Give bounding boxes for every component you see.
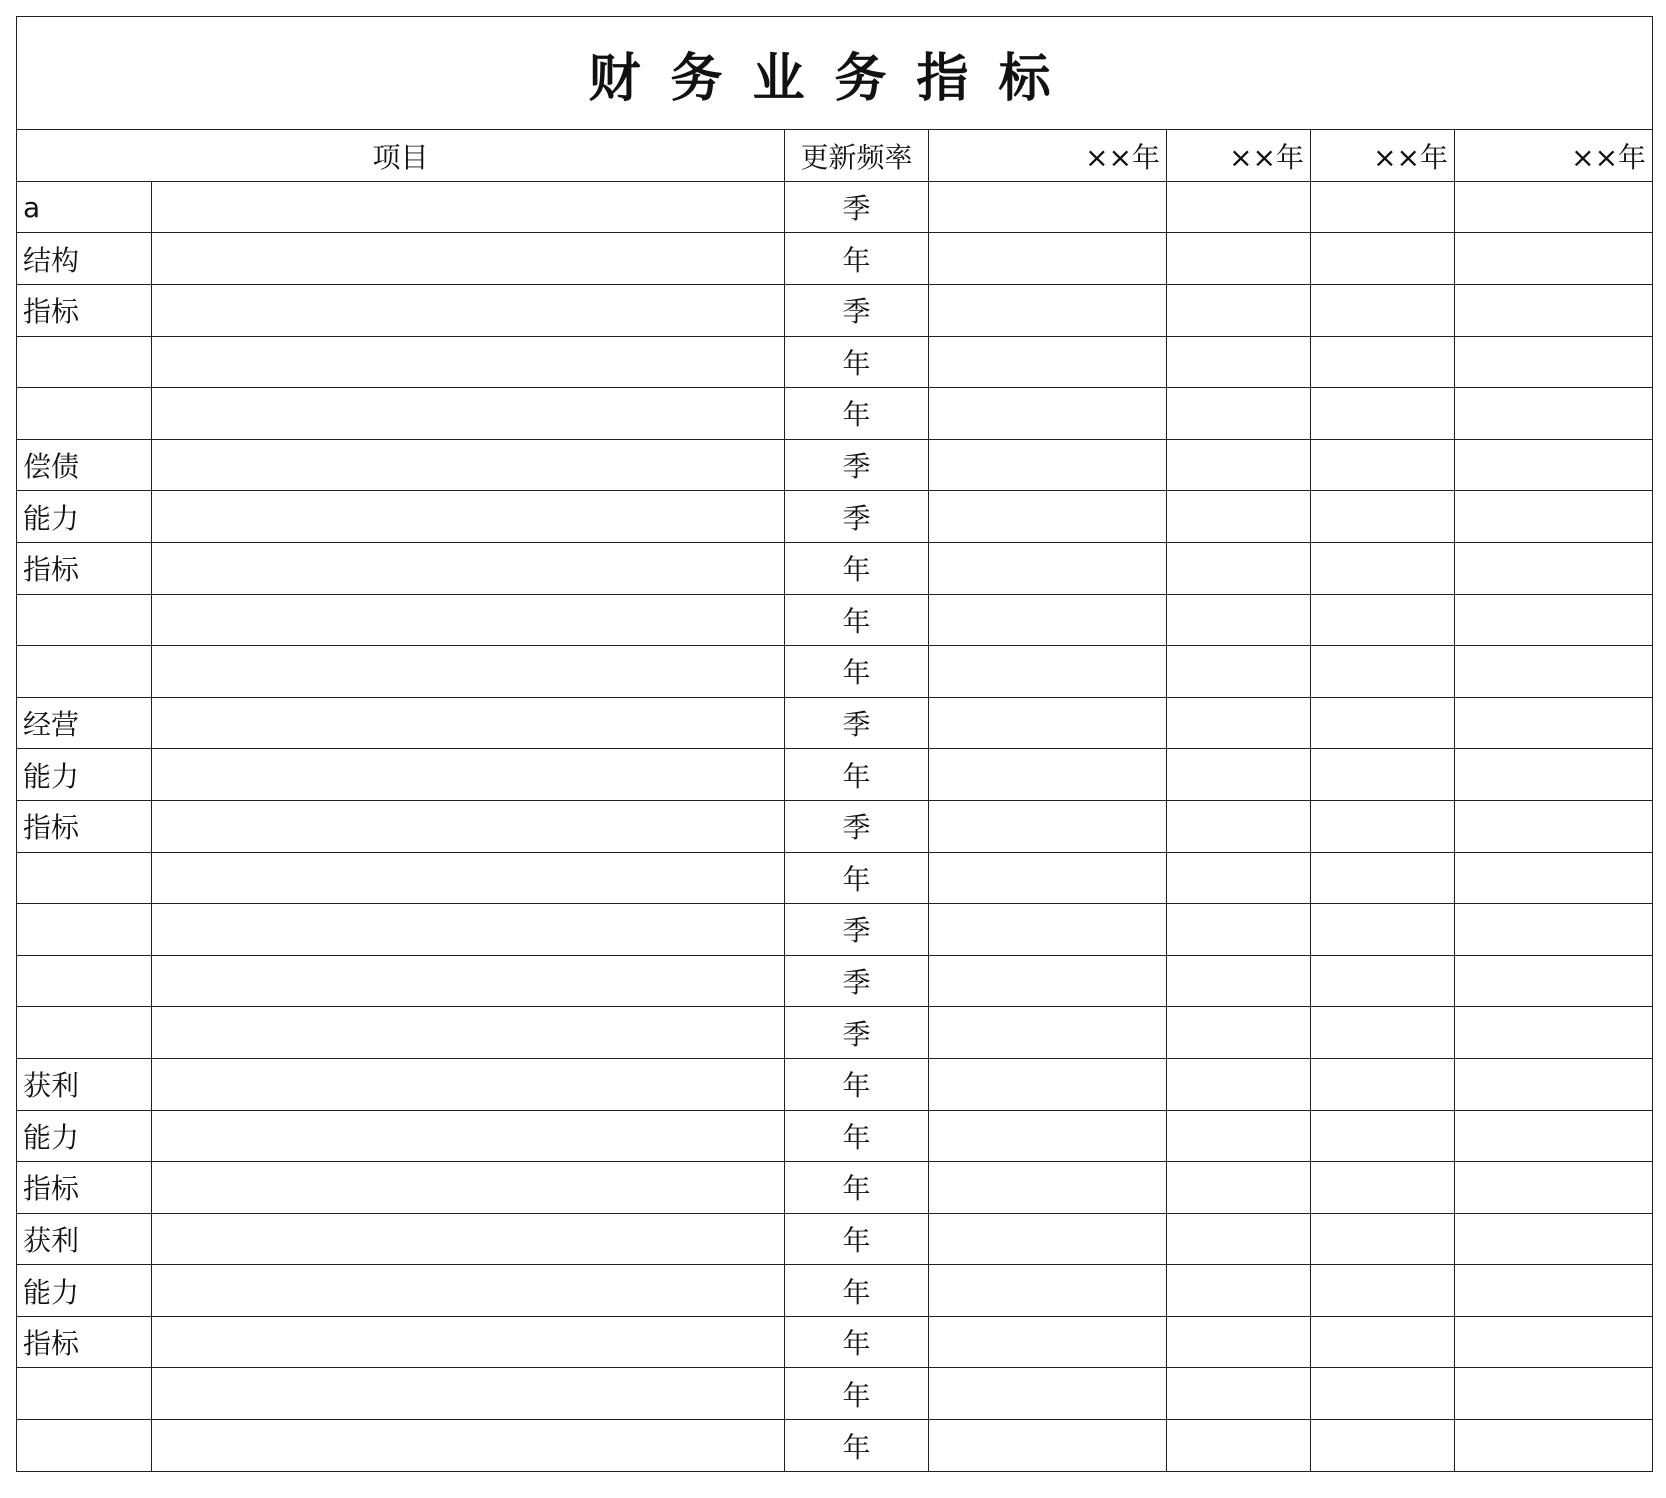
category-cell: 获利 xyxy=(17,1213,152,1265)
category-cell: 经营 xyxy=(17,697,152,749)
year-value-cell xyxy=(1455,388,1653,440)
year-value-cell xyxy=(1167,646,1311,698)
year-value-cell xyxy=(929,542,1167,594)
frequency-cell: 年 xyxy=(785,749,929,801)
header-frequency: 更新频率 xyxy=(785,130,929,182)
year-value-cell xyxy=(1167,1265,1311,1317)
year-value-cell xyxy=(1311,388,1455,440)
year-value-cell xyxy=(929,852,1167,904)
year-value-cell xyxy=(929,955,1167,1007)
year-value-cell xyxy=(1311,594,1455,646)
page-title: 财务业务指标 xyxy=(17,17,1653,130)
year-value-cell xyxy=(1167,852,1311,904)
year-value-cell xyxy=(1311,336,1455,388)
frequency-cell: 年 xyxy=(785,542,929,594)
category-cell: 指标 xyxy=(17,1316,152,1368)
year-value-cell xyxy=(929,233,1167,285)
year-value-cell xyxy=(1455,491,1653,543)
frequency-cell: 年 xyxy=(785,233,929,285)
year-value-cell xyxy=(1311,1007,1455,1059)
year-value-cell xyxy=(1455,749,1653,801)
year-value-cell xyxy=(1167,233,1311,285)
year-value-cell xyxy=(1167,542,1311,594)
financial-indicator-table xyxy=(16,16,1653,1472)
year-value-cell xyxy=(1311,955,1455,1007)
category-cell xyxy=(17,955,152,1007)
frequency-cell: 年 xyxy=(785,1110,929,1162)
year-value-cell xyxy=(1311,1162,1455,1214)
year-value-cell xyxy=(1167,439,1311,491)
year-value-cell xyxy=(929,1420,1167,1472)
frequency-cell: 季 xyxy=(785,491,929,543)
year-value-cell xyxy=(1167,594,1311,646)
item-cell xyxy=(152,852,785,904)
frequency-cell: 季 xyxy=(785,181,929,233)
header-year: ××年 xyxy=(1311,130,1455,182)
year-value-cell xyxy=(1455,1316,1653,1368)
category-cell xyxy=(17,388,152,440)
year-value-cell xyxy=(929,1213,1167,1265)
year-value-cell xyxy=(1167,955,1311,1007)
year-value-cell xyxy=(1455,1420,1653,1472)
year-value-cell xyxy=(1167,1110,1311,1162)
frequency-cell: 年 xyxy=(785,1420,929,1472)
category-cell: 指标 xyxy=(17,1162,152,1214)
year-value-cell xyxy=(1455,1007,1653,1059)
year-value-cell xyxy=(1455,800,1653,852)
year-value-cell xyxy=(1455,1368,1653,1420)
table-row xyxy=(17,1007,1653,1059)
year-value-cell xyxy=(1455,1110,1653,1162)
table-row xyxy=(17,904,1653,956)
year-value-cell xyxy=(929,336,1167,388)
item-cell xyxy=(152,285,785,337)
year-value-cell xyxy=(929,388,1167,440)
year-value-cell xyxy=(1455,439,1653,491)
table-row xyxy=(17,955,1653,1007)
year-value-cell xyxy=(929,697,1167,749)
table-row xyxy=(17,1213,1653,1265)
year-value-cell xyxy=(1167,336,1311,388)
category-cell: 能力 xyxy=(17,491,152,543)
item-cell xyxy=(152,1213,785,1265)
table-row xyxy=(17,646,1653,698)
year-value-cell xyxy=(1311,181,1455,233)
year-value-cell xyxy=(1455,1058,1653,1110)
frequency-cell: 年 xyxy=(785,1265,929,1317)
frequency-cell: 年 xyxy=(785,388,929,440)
frequency-cell: 季 xyxy=(785,1007,929,1059)
year-value-cell xyxy=(929,800,1167,852)
year-value-cell xyxy=(1455,285,1653,337)
frequency-cell: 季 xyxy=(785,285,929,337)
frequency-cell: 年 xyxy=(785,594,929,646)
year-value-cell xyxy=(929,1368,1167,1420)
table-row xyxy=(17,388,1653,440)
year-value-cell xyxy=(1167,1368,1311,1420)
year-value-cell xyxy=(1167,388,1311,440)
year-value-cell xyxy=(929,594,1167,646)
category-cell xyxy=(17,1420,152,1472)
table-row xyxy=(17,491,1653,543)
item-cell xyxy=(152,439,785,491)
year-value-cell xyxy=(929,491,1167,543)
year-value-cell xyxy=(1311,1420,1455,1472)
year-value-cell xyxy=(1455,646,1653,698)
year-value-cell xyxy=(1311,1265,1455,1317)
year-value-cell xyxy=(1311,904,1455,956)
year-value-cell xyxy=(1167,181,1311,233)
item-cell xyxy=(152,800,785,852)
header-row xyxy=(17,130,1653,182)
category-cell: 指标 xyxy=(17,800,152,852)
table-row xyxy=(17,233,1653,285)
item-cell xyxy=(152,491,785,543)
year-value-cell xyxy=(1167,800,1311,852)
table-row xyxy=(17,542,1653,594)
frequency-cell: 季 xyxy=(785,904,929,956)
frequency-cell: 年 xyxy=(785,1162,929,1214)
category-cell: 获利 xyxy=(17,1058,152,1110)
item-cell xyxy=(152,233,785,285)
table-row xyxy=(17,1316,1653,1368)
category-cell: 结构 xyxy=(17,233,152,285)
table-row xyxy=(17,1265,1653,1317)
item-cell xyxy=(152,646,785,698)
year-value-cell xyxy=(1455,1265,1653,1317)
year-value-cell xyxy=(1455,181,1653,233)
table-row xyxy=(17,1368,1653,1420)
table-row xyxy=(17,852,1653,904)
header-year: ××年 xyxy=(1167,130,1311,182)
year-value-cell xyxy=(1311,749,1455,801)
table-row xyxy=(17,1058,1653,1110)
year-value-cell xyxy=(1455,697,1653,749)
year-value-cell xyxy=(1167,749,1311,801)
header-item: 项目 xyxy=(17,130,785,182)
category-cell xyxy=(17,852,152,904)
table-row xyxy=(17,439,1653,491)
item-cell xyxy=(152,594,785,646)
table-row xyxy=(17,594,1653,646)
table-row xyxy=(17,336,1653,388)
year-value-cell xyxy=(1167,697,1311,749)
header-year: ××年 xyxy=(929,130,1167,182)
year-value-cell xyxy=(1455,852,1653,904)
year-value-cell xyxy=(929,439,1167,491)
year-value-cell xyxy=(1167,1316,1311,1368)
frequency-cell: 季 xyxy=(785,439,929,491)
frequency-cell: 年 xyxy=(785,1058,929,1110)
year-value-cell xyxy=(1311,542,1455,594)
title-row xyxy=(17,17,1653,130)
category-cell: a xyxy=(17,181,152,233)
year-value-cell xyxy=(929,1110,1167,1162)
frequency-cell: 年 xyxy=(785,1316,929,1368)
year-value-cell xyxy=(929,904,1167,956)
item-cell xyxy=(152,904,785,956)
year-value-cell xyxy=(1311,1058,1455,1110)
table-row xyxy=(17,697,1653,749)
year-value-cell xyxy=(1455,542,1653,594)
table-row xyxy=(17,285,1653,337)
year-value-cell xyxy=(1167,1058,1311,1110)
item-cell xyxy=(152,388,785,440)
year-value-cell xyxy=(1167,285,1311,337)
year-value-cell xyxy=(929,646,1167,698)
table-row xyxy=(17,800,1653,852)
year-value-cell xyxy=(929,749,1167,801)
frequency-cell: 季 xyxy=(785,697,929,749)
item-cell xyxy=(152,749,785,801)
table-row xyxy=(17,181,1653,233)
item-cell xyxy=(152,1007,785,1059)
year-value-cell xyxy=(1311,646,1455,698)
frequency-cell: 年 xyxy=(785,646,929,698)
item-cell xyxy=(152,542,785,594)
item-cell xyxy=(152,181,785,233)
year-value-cell xyxy=(1311,285,1455,337)
year-value-cell xyxy=(1311,491,1455,543)
year-value-cell xyxy=(1311,1110,1455,1162)
year-value-cell xyxy=(929,1316,1167,1368)
category-cell xyxy=(17,336,152,388)
year-value-cell xyxy=(1167,904,1311,956)
frequency-cell: 季 xyxy=(785,800,929,852)
item-cell xyxy=(152,1110,785,1162)
frequency-cell: 年 xyxy=(785,336,929,388)
category-cell: 能力 xyxy=(17,749,152,801)
year-value-cell xyxy=(1455,1162,1653,1214)
category-cell xyxy=(17,1368,152,1420)
category-cell xyxy=(17,646,152,698)
year-value-cell xyxy=(929,1058,1167,1110)
year-value-cell xyxy=(1167,1007,1311,1059)
year-value-cell xyxy=(1311,439,1455,491)
category-cell xyxy=(17,1007,152,1059)
category-cell: 能力 xyxy=(17,1265,152,1317)
item-cell xyxy=(152,336,785,388)
year-value-cell xyxy=(1167,1162,1311,1214)
year-value-cell xyxy=(929,285,1167,337)
item-cell xyxy=(152,1368,785,1420)
year-value-cell xyxy=(1455,594,1653,646)
year-value-cell xyxy=(1311,800,1455,852)
year-value-cell xyxy=(1167,1420,1311,1472)
year-value-cell xyxy=(1455,904,1653,956)
table-row xyxy=(17,1110,1653,1162)
item-cell xyxy=(152,955,785,1007)
year-value-cell xyxy=(1311,1316,1455,1368)
category-cell: 指标 xyxy=(17,542,152,594)
item-cell xyxy=(152,1162,785,1214)
category-cell: 能力 xyxy=(17,1110,152,1162)
year-value-cell xyxy=(1167,1213,1311,1265)
category-cell xyxy=(17,594,152,646)
category-cell: 偿债 xyxy=(17,439,152,491)
year-value-cell xyxy=(1311,1368,1455,1420)
item-cell xyxy=(152,1058,785,1110)
year-value-cell xyxy=(1455,233,1653,285)
table-row xyxy=(17,1420,1653,1472)
item-cell xyxy=(152,1265,785,1317)
table-row xyxy=(17,1162,1653,1214)
frequency-cell: 年 xyxy=(785,852,929,904)
header-year: ××年 xyxy=(1455,130,1653,182)
year-value-cell xyxy=(1311,233,1455,285)
year-value-cell xyxy=(1455,336,1653,388)
year-value-cell xyxy=(1455,1213,1653,1265)
category-cell xyxy=(17,904,152,956)
frequency-cell: 年 xyxy=(785,1368,929,1420)
table-row xyxy=(17,749,1653,801)
year-value-cell xyxy=(1311,1213,1455,1265)
year-value-cell xyxy=(1167,491,1311,543)
category-cell: 指标 xyxy=(17,285,152,337)
year-value-cell xyxy=(929,1162,1167,1214)
year-value-cell xyxy=(1455,955,1653,1007)
frequency-cell: 年 xyxy=(785,1213,929,1265)
year-value-cell xyxy=(929,1007,1167,1059)
year-value-cell xyxy=(1311,852,1455,904)
year-value-cell xyxy=(1311,697,1455,749)
item-cell xyxy=(152,697,785,749)
frequency-cell: 季 xyxy=(785,955,929,1007)
year-value-cell xyxy=(929,1265,1167,1317)
item-cell xyxy=(152,1420,785,1472)
item-cell xyxy=(152,1316,785,1368)
year-value-cell xyxy=(929,181,1167,233)
